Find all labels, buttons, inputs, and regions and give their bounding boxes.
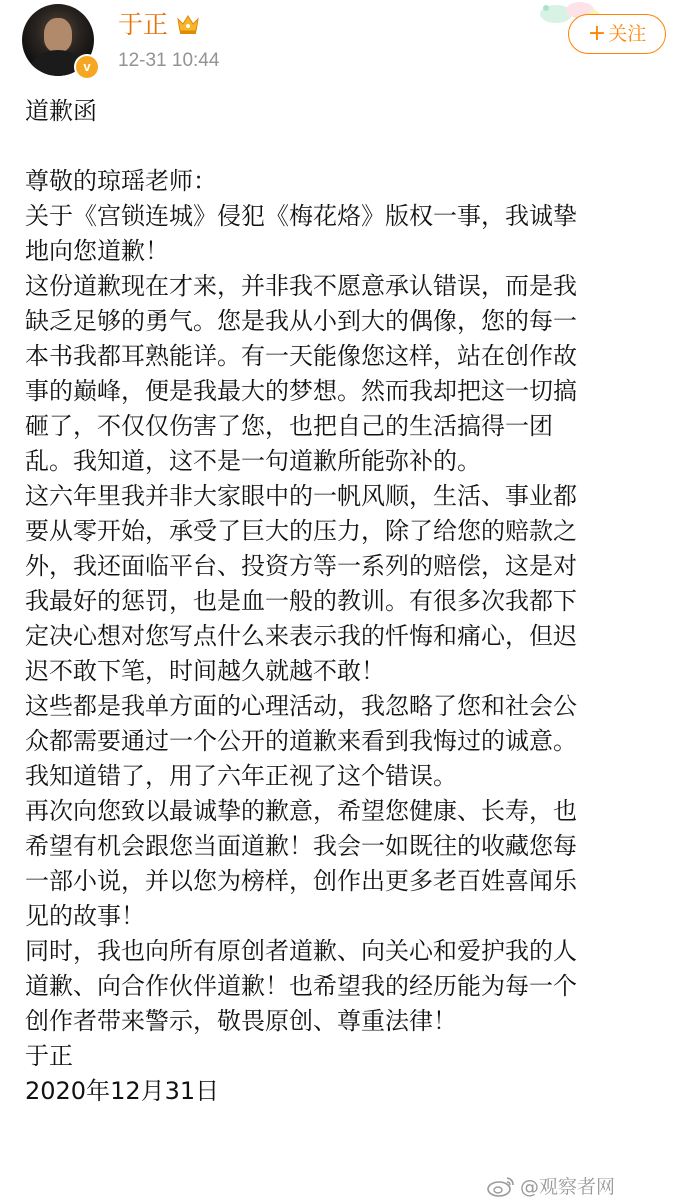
letter-line: 这六年里我并非大家眼中的一帆风顺，生活、事业都 — [25, 482, 577, 510]
letter-line: 地向您道歉！ — [25, 237, 169, 265]
letter-line: 砸了，不仅仅伤害了您，也把自己的生活搞得一团 — [25, 412, 553, 440]
watermark-text: @观察者网 — [520, 1176, 616, 1198]
plus-icon: + — [587, 21, 607, 46]
letter-line: 我知道错了，用了六年正视了这个错误。 — [25, 762, 457, 790]
letter-line: 本书我都耳熟能详。有一天能像您这样，站在创作故 — [25, 342, 577, 370]
letter-date: 2020年12月31日 — [25, 1077, 220, 1105]
letter-line: 缺乏足够的勇气。您是我从小到大的偶像，您的每一 — [25, 307, 577, 335]
post-timestamp: 12-31 10:44 — [118, 50, 220, 71]
letter-line: 再次向您致以最诚挚的歉意，希望您健康、长寿，也 — [25, 797, 577, 825]
post-header — [0, 0, 690, 80]
letter-line: 见的故事！ — [25, 902, 145, 930]
letter-line: 事的巅峰，便是我最大的梦想。然而我却把这一切搞 — [25, 377, 577, 405]
letter-signature: 于正 — [25, 1042, 73, 1070]
follow-label: 关注 — [608, 23, 647, 45]
avatar-face — [44, 18, 72, 52]
verified-badge-icon: v — [74, 54, 100, 80]
letter-line: 迟不敢下笔，时间越久就越不敢！ — [25, 657, 385, 685]
letter-line: 道歉、向合作伙伴道歉！也希望我的经历能为每一个 — [25, 972, 577, 1000]
follow-button[interactable] — [568, 14, 666, 54]
letter-line: 众都需要通过一个公开的道歉来看到我悔过的诚意。 — [25, 727, 577, 755]
username[interactable]: 于正 — [118, 10, 169, 39]
letter-line: 尊敬的琼瑶老师： — [25, 167, 217, 195]
letter-line: 创作者带来警示，敬畏原创、尊重法律！ — [25, 1007, 457, 1035]
letter-line: 我最好的惩罚，也是血一般的教训。有很多次我都下 — [25, 587, 577, 615]
letter-line: 乱。我知道，这不是一句道歉所能弥补的。 — [25, 447, 481, 475]
letter-title: 道歉函 — [25, 97, 97, 125]
post-body — [25, 94, 675, 1109]
letter-line: 关于《宫锁连城》侵犯《梅花烙》版权一事，我诚挚 — [25, 202, 577, 230]
letter-line: 同时，我也向所有原创者道歉、向关心和爱护我的人 — [25, 937, 577, 965]
watermark — [486, 1172, 615, 1202]
letter-line: 这份道歉现在才来，并非我不愿意承认错误，而是我 — [25, 272, 577, 300]
weibo-logo-icon — [486, 1175, 516, 1197]
letter-line: 定决心想对您写点什么来表示我的忏悔和痛心，但迟 — [25, 622, 577, 650]
letter-line: 希望有机会跟您当面道歉！我会一如既往的收藏您每 — [25, 832, 577, 860]
crown-icon — [176, 13, 200, 35]
letter-line: 外，我还面临平台、投资方等一系列的赔偿，这是对 — [25, 552, 577, 580]
letter-line: 一部小说，并以您为榜样，创作出更多老百姓喜闻乐 — [25, 867, 577, 895]
letter-line: 这些都是我单方面的心理活动，我忽略了您和社会公 — [25, 692, 577, 720]
letter-line: 要从零开始，承受了巨大的压力，除了给您的赔款之 — [25, 517, 577, 545]
